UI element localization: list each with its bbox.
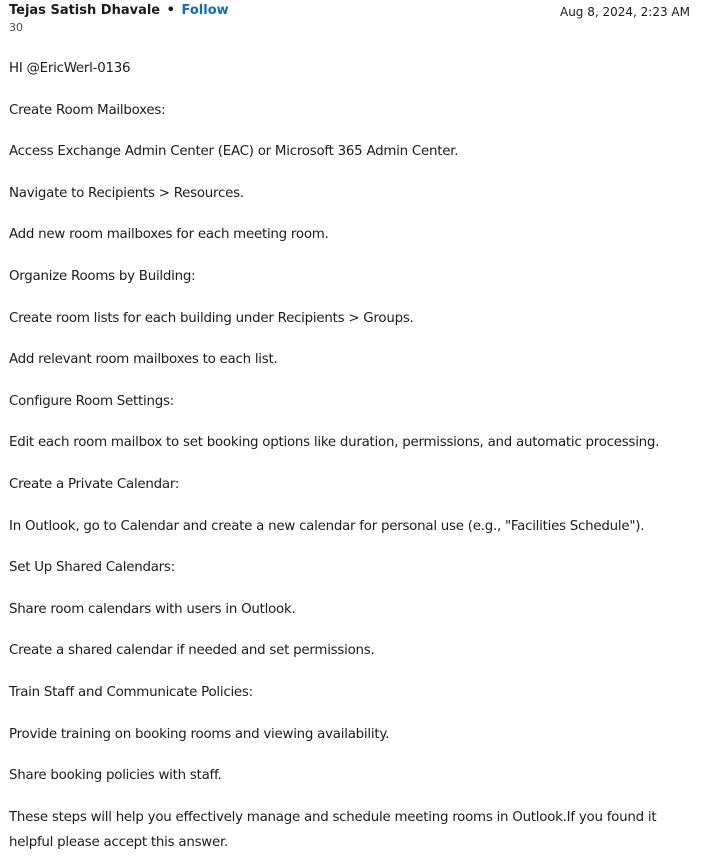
- separator-dot: •: [166, 3, 175, 18]
- paragraph: Access Exchange Admin Center (EAC) or Microsoft 365 Admin Center.: [9, 144, 459, 160]
- paragraph: Provide training on booking rooms and viewing availability.: [9, 726, 390, 742]
- paragraph: Train Staff and Communicate Policies:: [9, 684, 253, 700]
- paragraph: In Outlook, go to Calendar and create a new calendar for personal use (e.g., "Facilities Schedule").: [9, 518, 645, 534]
- paragraph: Edit each room mailbox to set booking options like duration, permissions, and automatic processing.: [9, 435, 660, 451]
- paragraph: Configure Room Settings:: [9, 393, 174, 409]
- paragraph: Share room calendars with users in Outlook.: [9, 601, 296, 617]
- paragraph: Create room lists for each building under Recipients > Groups.: [9, 310, 414, 326]
- reputation-points: 30: [9, 21, 23, 34]
- paragraph: Navigate to Recipients > Resources.: [9, 185, 244, 201]
- paragraph: Create a Private Calendar:: [9, 476, 180, 492]
- paragraph: Create Room Mailboxes:: [9, 102, 166, 118]
- paragraph: Set Up Shared Calendars:: [9, 560, 175, 576]
- follow-link[interactable]: Follow: [181, 3, 229, 18]
- paragraph: These steps will help you effectively manage and schedule meeting rooms in Outlook.If you found it helpful please accept this answer.: [9, 809, 657, 850]
- paragraph: Add relevant room mailboxes to each list.: [9, 352, 278, 368]
- post-header: [9, 3, 690, 37]
- paragraph: Create a shared calendar if needed and set permissions.: [9, 643, 375, 659]
- post-timestamp: Aug 8, 2024, 2:23 AM: [559, 5, 690, 19]
- paragraph: Add new room mailboxes for each meeting room.: [9, 227, 329, 243]
- paragraph: HI @EricWerl-0136: [9, 61, 131, 76]
- paragraph: Share booking policies with staff.: [9, 768, 222, 784]
- answer-body: [9, 56, 694, 855]
- author-name[interactable]: Tejas Satish Dhavale: [9, 3, 161, 18]
- paragraph: Organize Rooms by Building:: [9, 268, 196, 284]
- author-line: [9, 3, 229, 18]
